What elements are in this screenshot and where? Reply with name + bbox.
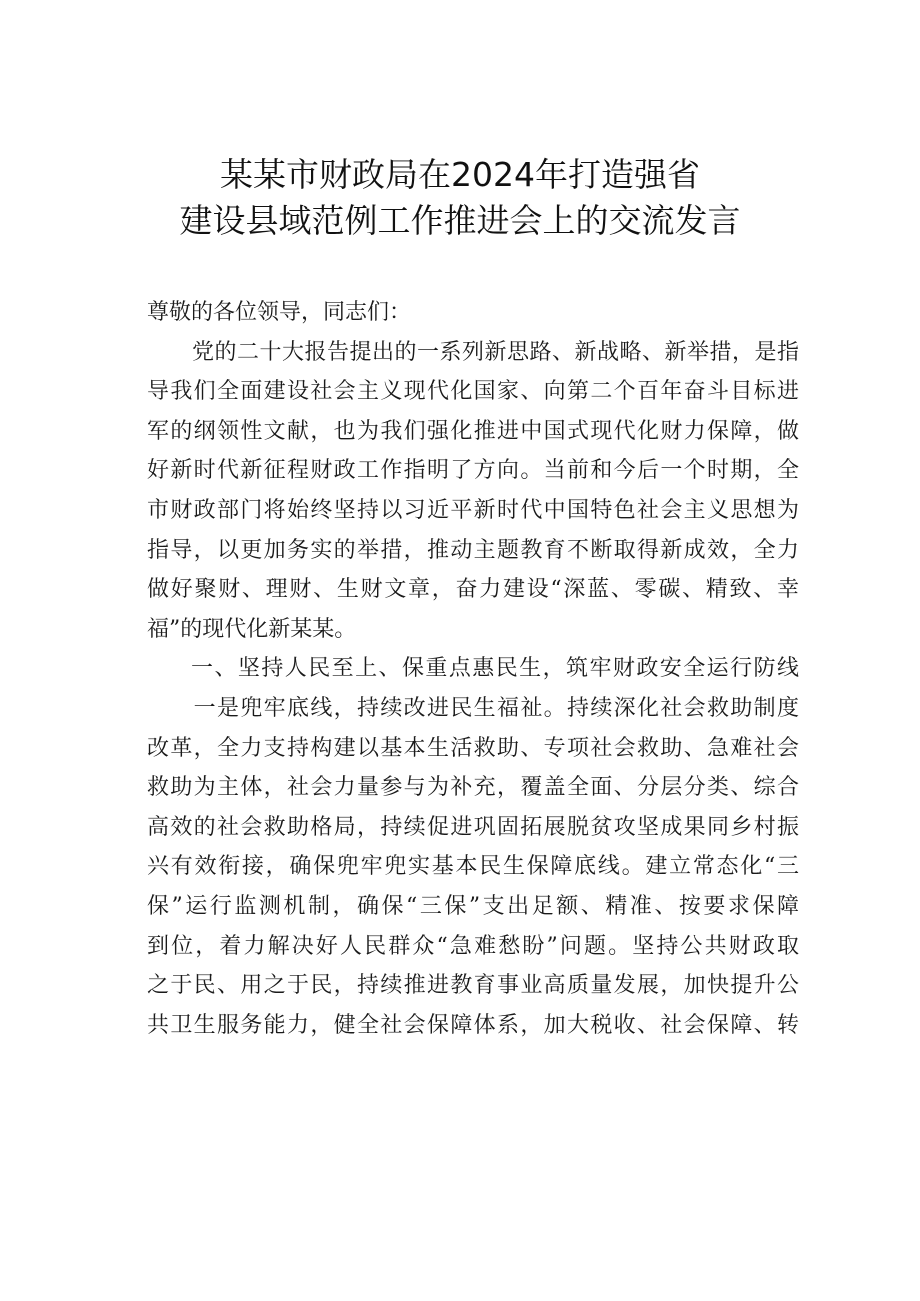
- paragraph-line: 做好聚财、理财、生财文章，奋力建设“深蓝、零碳、精致、幸: [147, 577, 799, 603]
- title-line-1: 某某市财政局在2024年打造强省: [220, 155, 700, 194]
- paragraph-line: 保”运行监测机制，确保“三保”支出足额、精准、按要求保障: [147, 893, 799, 919]
- paragraph-line: 救助为主体，社会力量参与为补充，覆盖全面、分层分类、综合: [147, 775, 799, 801]
- salutation: 尊敬的各位领导，同志们：: [147, 300, 412, 325]
- paragraph-line: 党的二十大报告提出的一系列新思路、新战略、新举措，是指: [147, 339, 799, 365]
- paragraph-line: 共卫生服务能力，健全社会保障体系，加大税收、社会保障、转: [147, 1012, 799, 1038]
- paragraph-line: 福”的现代化新某某。: [147, 616, 357, 642]
- paragraph-line: 一是兜牢底线，持续改进民生福祉。持续深化社会救助制度: [147, 695, 799, 721]
- section-paragraph: [147, 689, 799, 1045]
- paragraph-line: 兴有效衔接，确保兜牢兜实基本民生保障底线。建立常态化“三: [147, 854, 799, 880]
- document-body: [147, 293, 799, 1045]
- paragraph-line: 之于民、用之于民，持续推进教育事业高质量发展，加快提升公: [147, 973, 799, 999]
- paragraph-line: 指导，以更加务实的举措，推动主题教育不断取得新成效，全力: [147, 537, 799, 563]
- paragraph-line: 好新时代新征程财政工作指明了方向。当前和今后一个时期，全: [147, 458, 799, 484]
- title-line-2: 建设县域范例工作推进会上的交流发言: [179, 201, 741, 240]
- paragraph-line: 军的纲领性文献，也为我们强化推进中国式现代化财力保障，做: [147, 418, 799, 444]
- section-heading: 一、坚持人民至上、保重点惠民生，筑牢财政安全运行防线: [191, 656, 799, 682]
- paragraph-line: 到位，着力解决好人民群众“急难愁盼”问题。坚持公共财政取: [147, 933, 799, 959]
- document-title: [0, 152, 920, 244]
- intro-paragraph: [147, 333, 799, 650]
- paragraph-line: 高效的社会救助格局，持续促进巩固拓展脱贫攻坚成果同乡村振: [147, 814, 799, 840]
- paragraph-line: 市财政部门将始终坚持以习近平新时代中国特色社会主义思想为: [147, 497, 799, 523]
- paragraph-line: 改革，全力支持构建以基本生活救助、专项社会救助、急难社会: [147, 735, 799, 761]
- paragraph-line: 导我们全面建设社会主义现代化国家、向第二个百年奋斗目标进: [147, 379, 799, 405]
